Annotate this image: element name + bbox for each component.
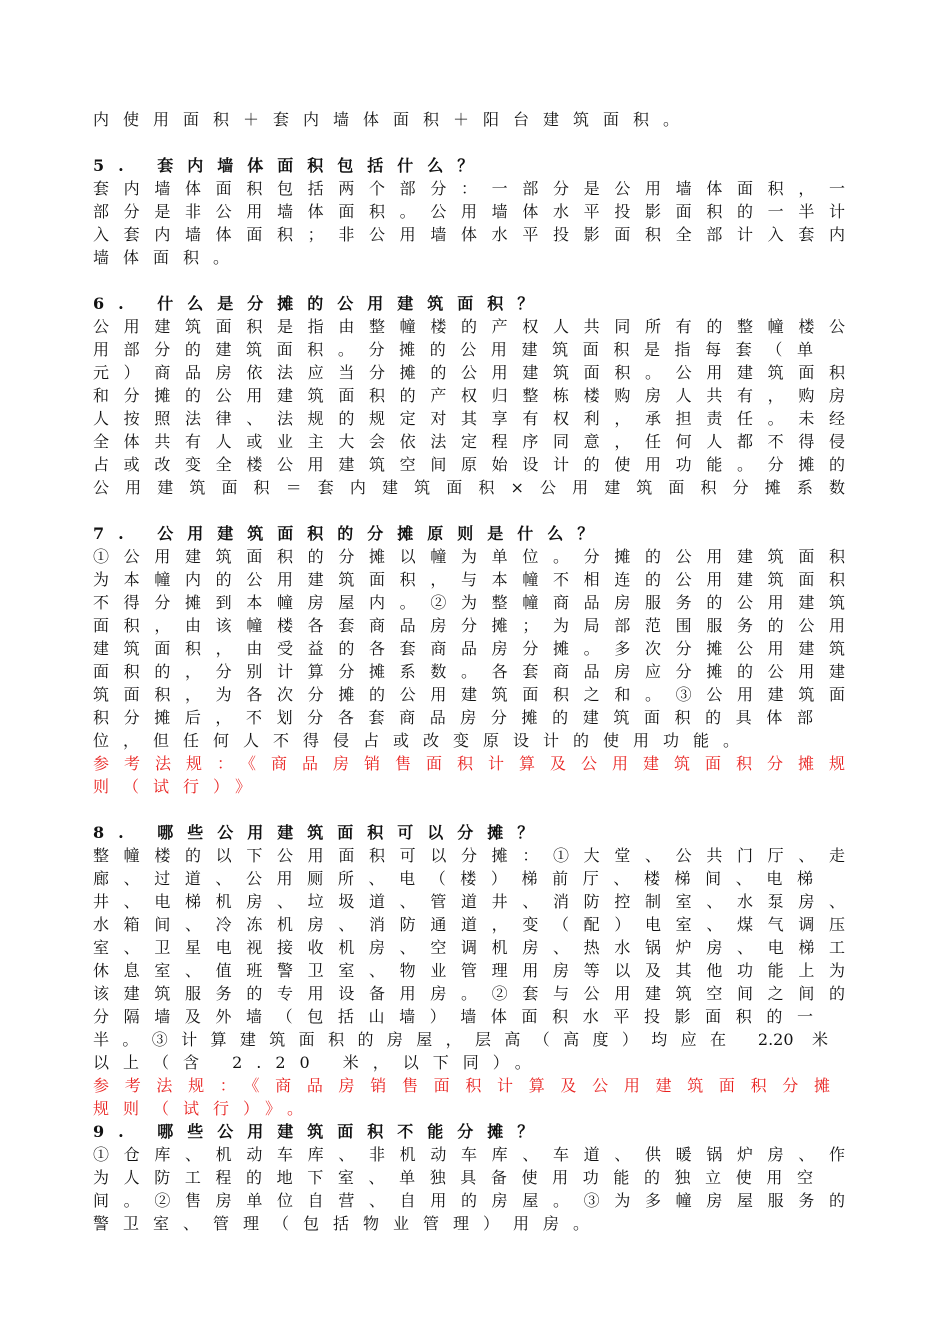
question-9-heading: 9. 哪些公用建筑面积不能分摊？ (93, 1122, 548, 1141)
body-line: 半。③计算建筑面积的房屋，层高（高度）均应在 2.20 米 (93, 1030, 828, 1049)
body-line: 间。②售房单位自营、自用的房屋。③为多幢房屋服务的 (93, 1191, 845, 1210)
body-line: 为本幢内的公用建筑面积，与本幢不相连的公用建筑面积 (93, 570, 845, 589)
body-line: 位，但任何人不得侵占或改变原设计的使用功能。 (93, 731, 754, 750)
body-line: 井、电梯机房、垃圾道、管道井、消防控制室、水泵房、 (93, 892, 845, 911)
body-line: 室、卫星电视接收机房、空调机房、热水锅炉房、电梯工 (93, 938, 845, 957)
body-line: 元）商品房依法应当分摊的公用建筑面积。公用建筑面积 (93, 363, 845, 382)
reference-line: 规则（试行）》。 (93, 1099, 318, 1118)
body-line: 分隔墙及外墙（包括山墙）墙体面积水平投影面积的一 (93, 1007, 813, 1026)
reference-line: 参考法规：《商品房销售面积计算及公用建筑面积分摊 (93, 1076, 830, 1095)
body-line: 休息室、值班警卫室、物业管理用房等以及其他功能上为 (93, 961, 845, 980)
question-7-heading: 7. 公用建筑面积的分摊原则是什么？ (93, 524, 608, 543)
question-5-heading: 5. 套内墙体面积包括什么？ (93, 156, 488, 175)
body-line: 水箱间、冷冻机房、消防通道，变（配）电室、煤气调压 (93, 915, 845, 934)
reference-line: 则（试行）》 (93, 777, 266, 796)
document-page (93, 108, 845, 1235)
question-8-heading: 8. 哪些公用建筑面积可以分摊？ (93, 823, 548, 842)
body-line: 面积的，分别计算分摊系数。各套商品房应分摊的公用建 (93, 662, 845, 681)
body-line: 墙体面积。 (93, 248, 244, 267)
body-line: 为人防工程的地下室、单独具备使用功能的独立使用空 (93, 1168, 813, 1187)
question-6-heading: 6. 什么是分摊的公用建筑面积？ (93, 294, 548, 313)
body-line: ①仓库、机动车库、非机动车库、车道、供暖锅炉房、作 (93, 1145, 845, 1164)
body-line: 部分是非公用墙体面积。公用墙体水平投影面积的一半计 (93, 202, 845, 221)
reference-line: 参考法规：《商品房销售面积计算及公用建筑面积分摊规 (93, 754, 845, 773)
body-line: 该建筑服务的专用设备用房。②套与公用建筑空间之间的 (93, 984, 845, 1003)
body-line: 内使用面积＋套内墙体面积＋阳台建筑面积。 (93, 110, 694, 129)
body-line: 占或改变全楼公用建筑空间原始设计的使用功能。分摊的 (93, 455, 845, 474)
body-line: ①公用建筑面积的分摊以幢为单位。分摊的公用建筑面积 (93, 547, 845, 566)
body-line: 筑面积，为各次分摊的公用建筑面积之和。③公用建筑面 (93, 685, 845, 704)
body-line: 建筑面积，由受益的各套商品房分摊。多次分摊公用建筑 (93, 639, 845, 658)
body-line: 以上（含 2.20 米，以下同）。 (93, 1053, 545, 1072)
body-line: 面积，由该幢楼各套商品房分摊；为局部范围服务的公用 (93, 616, 845, 635)
body-line: 不得分摊到本幢房屋内。②为整幢商品房服务的公用建筑 (93, 593, 845, 612)
body-line: 用部分的建筑面积。分摊的公用建筑面积是指每套（单 (93, 340, 813, 359)
body-line: 入套内墙体面积；非公用墙体水平投影面积全部计入套内 (93, 225, 845, 244)
body-line: 积分摊后，不划分各套商品房分摊的建筑面积的具体部 (93, 708, 813, 727)
body-line: 人按照法律、法规的规定对其享有权利，承担责任。未经 (93, 409, 845, 428)
body-line: 整幢楼的以下公用面积可以分摊：①大堂、公共门厅、走 (93, 846, 845, 865)
body-line: 和分摊的公用建筑面积的产权归整栋楼购房人共有，购房 (93, 386, 845, 405)
body-line: 套内墙体面积包括两个部分：一部分是公用墙体面积，一 (93, 179, 845, 198)
body-line: 公用建筑面积＝套内建筑面积×公用建筑面积分摊系数 (93, 478, 845, 497)
body-line: 全体共有人或业主大会依法定程序同意，任何人都不得侵 (93, 432, 845, 451)
body-line: 廊、过道、公用厕所、电（楼）梯前厅、楼梯间、电梯 (93, 869, 813, 888)
body-line: 公用建筑面积是指由整幢楼的产权人共同所有的整幢楼公 (93, 317, 845, 336)
body-line: 警卫室、管理（包括物业管理）用房。 (93, 1214, 604, 1233)
